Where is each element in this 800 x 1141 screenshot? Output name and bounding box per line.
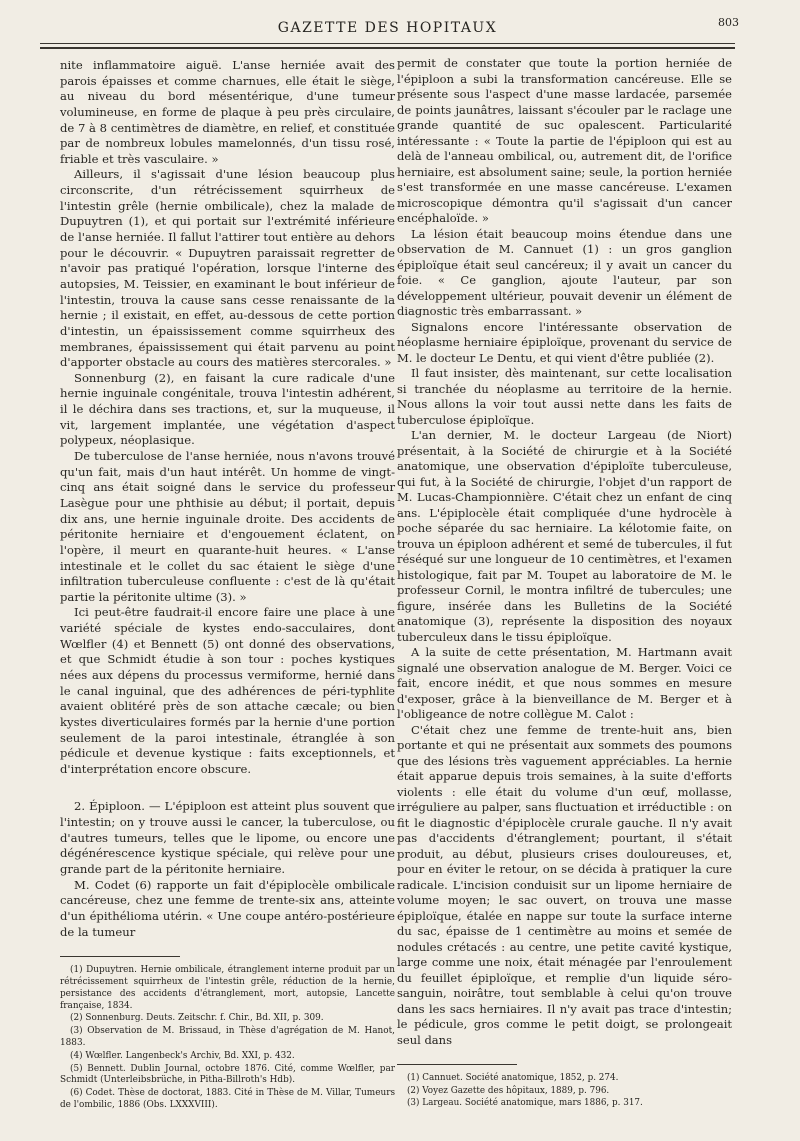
footnote: (1) Cannuet. Société anatomique, 1852, p. 274. [407,1073,619,1083]
page-header [40,16,739,40]
header-rule [40,43,735,44]
paragraph: permit de constater que toute la portion herniée de l'épiploon a subi la transformation cancéreuse. Elle se présente sous l'aspect d'une masse lardacée, parsemée de points jaunâtres, laissant s'écouler par le raclage une grande quantité de suc opalescent. Particularité intéressante : « Toute la partie de l'épiploon qui est au delà de l'anneau ombilical, ou, autrement dit, de l'orifice herniaire, est absolument saine; seule, la portion herniée s'est transformée en une masse cancéreuse. L'examen microscopique démontra qu'il s'agissait d'un cancer encéphaloïde. » [397,56,732,225]
page-number: 803 [718,16,739,29]
paragraph: De tuberculose de l'anse herniée, nous n'avons trouvé qu'un fait, mais d'un haut intérêt. Un homme de vingt-cinq ans était soigné dans le service du professeur Lasègue pour une phthisie au début; il portait, depuis dix ans, une hernie inguinale droite. Des accidents de péritonite herniaire et d'engouement éclatent, on l'opère, il meurt en quarante-huit heures. « L'anse intestinale et le collet du sac étaient le siège d'une infiltration tuberculeuse confluente : c'est de là qu'était partie la péritonite ultime (3). » [60,449,395,604]
paragraph: Ailleurs, il s'agissait d'une lésion beaucoup plus circonscrite, d'un rétrécissement squirrheux de l'intestin grêle (hernie ombilicale), chez la malade de Dupuytren (1), et qui portait sur l'extrémité inférieure de l'anse herniée. Il fallut l'attirer tout entière au dehors pour le découvrir. « Dupuytren paraissait regretter de n'avoir pas pratiqué l'opération, lorsque l'interne des autopsies, M. Teissier, en examinant le bout inférieur de l'intestin, trouva la cause sans cesse renaissante de la hernie ; il existait, en effet, au-dessous de cette portion d'intestin, un épaississement comme squirrheux des membranes, épaississement qui était parvenu au point d'apporter obstacle au cours des matières stercorales. » [60,167,395,370]
footnotes [397,1073,732,1110]
paragraph: Ici peut-être faudrait-il encore faire une place à une variété spéciale de kystes endo-sacculaires, dont Wœlfler (4) et Bennett (5) ont donné des observations, et que Schmidt étudie à son tour : poches kystiques nées aux dépens du processus vermiforme, hernié dans le canal inguinal, que des adhérences de péri-typhlite avaient oblitéré près de son attache cæcale; ou bien kystes diverticulaires formés par la hernie d'une portion seulement de la paroi intestinale, étranglée à son pédicule et devenue kystique : faits exceptionnels, et d'interprétation encore obscure. [60,605,395,776]
footnote-rule [397,1064,517,1065]
paragraph: La lésion était beaucoup moins étendue dans une observation de M. Cannuet (1) : un gros ganglion épiploïque était seul cancéreux; il y avait un cancer du foie. « Ce ganglion, ajoute l'auteur, par son développement ultérieur, pouvait devenir un élément de diagnostic très embarrassant. » [397,226,732,318]
footnote-rule [60,956,180,957]
footnote: (1) Dupuytren. Hernie ombilicale, étranglement interne produit par un rétrécissement squirrheux de l'intestin grêle, réduction de la hernie, persistance des accidents d'étranglement, mort, autopsie, Lancette française, 1834. [60,965,395,1011]
paragraph: M. Codet (6) rapporte un fait d'épiplocèle ombilicale cancéreuse, chez une femme de trente-six ans, atteinte d'un épithélioma utérin. « Une coupe antéro-postérieure de la tumeur [60,877,395,939]
footnote: (5) Bennett. Dublin Journal, octobre 1876. Cité, comme Wœlfler, par Schmidt (Unterleibsbrüche, in Pitha-Billroth's Hdb). [60,1063,395,1086]
paragraph: L'an dernier, M. le docteur Largeau (de Niort) présentait, à la Société de chirurgie et à la Société anatomique, une observation d'épiploïte tuberculeuse, qui fut, à la Société de chirurgie, l'objet d'un rapport de M. Lucas-Championnière. C'était chez un enfant de cinq ans. L'épiplocèle était compliquée d'une hydrocèle à poche séparée du sac herniaire. La kélotomie faite, on trouva un épiploon adhérent et semé de tubercules, il fut réséqué sur une longueur de 10 centimètres, et l'examen histologique, fait par M. Toupet au laboratoire de M. le professeur Cornil, le montra infiltré de tubercules; une figure, insérée dans les Bulletins de la Société anatomique (3), représente la disposition des noyaux tuberculeux dans le tissu épiploïque. [397,428,732,644]
footnotes [60,965,395,1112]
footnote: (6) Codet. Thèse de doctorat, 1883. Cité in Thèse de M. Villar, Tumeurs de l'ombilic, 1886 (Obs. LXXXVIII). [60,1088,395,1110]
section-heading-paragraph: 2. Épiploon. — L'épiploon est atteint plus souvent que l'intestin; on y trouve aussi le cancer, la tuberculose, ou d'autres tumeurs, telles que le lipome, ou encore une dégénérescence kystique spéciale, qui relève pour une grande part de la péritonite herniaire. [60,799,395,877]
footnote: (3) Observation de M. Brissaud, in Thèse d'agrégation de M. Hanot, 1883. [60,1026,395,1049]
left-column [60,58,395,1113]
paragraph: Il faut insister, dès maintenant, sur cette localisation si tranchée du néoplasme au territoire de la hernie. Nous allons la voir tout aussi nette dans les faits de tuberculose épiploïque. [397,366,732,427]
header-rule-thick [40,47,735,49]
footnote: (2) Voyez Gazette des hôpitaux, 1889, p. 796. [407,1085,610,1096]
footnote: (2) Sonnenburg. Deuts. Zeitschr. f. Chir., Bd. XII, p. 309. [70,1013,324,1024]
paragraph: Sonnenburg (2), en faisant la cure radicale d'une hernie inguinale congénitale, trouva l'intestin adhérent, il le déchira dans ses tractions, et, sur la muqueuse, il vit, largement implantée, une végétation d'aspect polypeux, néoplasique. [60,370,395,448]
journal-title: GAZETTE DES HOPITAUX [277,20,498,36]
paragraph: C'était chez une femme de trente-huit ans, bien portante et qui ne présentait aux sommets des poumons que des lésions très vaguement appréciables. La hernie était apparue depuis trois semaines, à la suite d'efforts violents : elle était du volume d'un œuf, mollasse, irréguliere au palper, sans fluctuation et irréductible : on fit le diagnostic d'épiplocèle crurale gauche. Il n'y avait pas d'accidents d'étranglement; pourtant, il s'était produit, au début, plusieurs crises douloureuses, et, pour en éviter le retour, on se décida à pratiquer la cure radicale. L'incision conduisit sur un lipome herniaire de volume moyen; le sac ouvert, on trouva une masse épiploïque, étalée en nappe sur toute la surface interne du sac, épaisse de 1 centimètre au moins et semée de nodules crétacés : au centre, une petite cavité kystique, large comme une noix, était ménagée par l'enroulement du feuillet épiploïque, et remplie d'un liquide séro-sanguin, noirâtre, tout semblable à celui qu'on trouve dans les sacs herniaires. Il n'y avait pas trace d'intestin; le pédicule, gros comme le petit doigt, se prolongeait seul dans [397,722,732,1047]
footnote: (3) Largeau. Société anatomique, mars 1886, p. 317. [407,1098,643,1109]
footnote: (4) Wœlfler. Langenbeck's Archiv, Bd. XXI, p. 432. [70,1050,295,1061]
right-column [397,56,732,1111]
paragraph: A la suite de cette présentation, M. Hartmann avait signalé une observation analogue de M. Berger. Voici ce fait, encore inédit, et que nous sommes en mesure d'exposer, grâce à la bienveillance de M. Berger et à l'obligeance de notre collègue M. Calot : [397,645,732,721]
paragraph: nite inflammatoire aiguë. L'anse herniée avait des parois épaisses et comme charnues, elle était le siège, au niveau du bord mésentérique, d'une tumeur volumineuse, en forme de plaque à peu près circulaire, de 7 à 8 centimètres de diamètre, en relief, et constituée par de nombreux lobules mamelonnés, d'un tissu rosé, friable et très vasculaire. » [60,58,395,166]
paragraph: Signalons encore l'intéressante observation de néoplasme herniaire épiploïque, provenant du service de M. le docteur Le Dentu, et qui vient d'être publiée (2). [397,319,732,365]
